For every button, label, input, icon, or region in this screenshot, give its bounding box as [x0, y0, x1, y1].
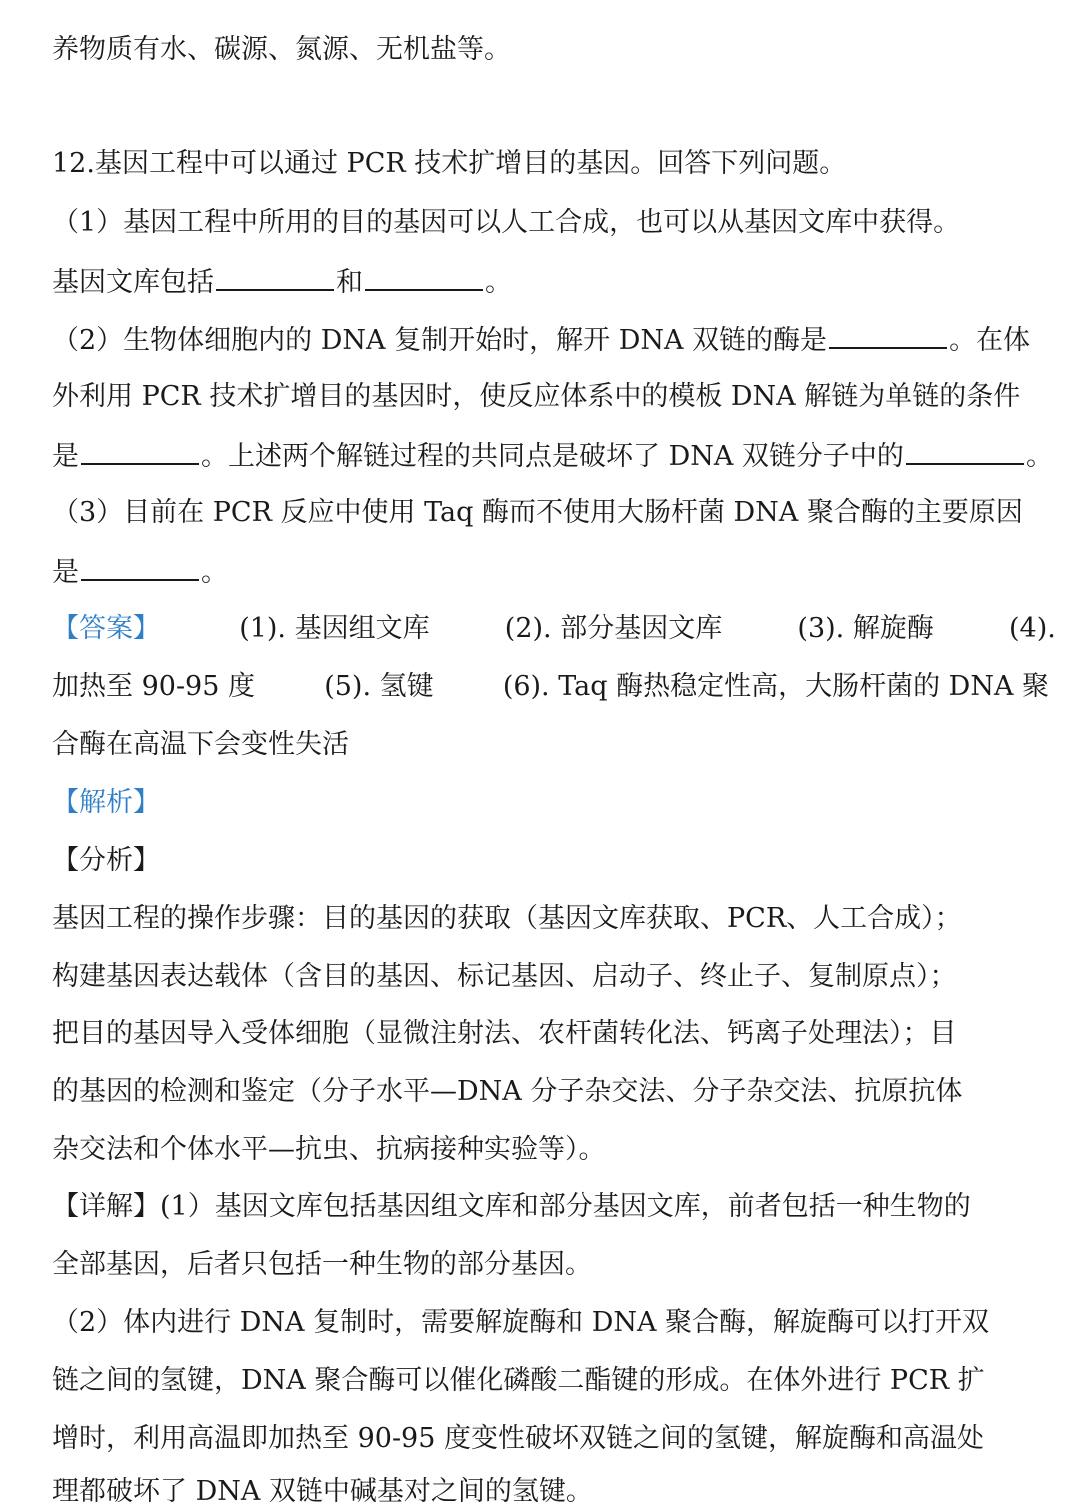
- text: 基因文库包括: [52, 267, 214, 298]
- question-part-2-cont: [52, 437, 1053, 475]
- text: 是: [52, 557, 79, 588]
- question-part-1: （1）基因工程中所用的目的基因可以人工合成，也可以从基因文库中获得。: [52, 207, 961, 238]
- detail-line: 增时，利用高温即加热至 90-95 度变性破坏双链之间的氢键，解旋酶和高温处: [52, 1423, 984, 1454]
- answer-row: [52, 611, 1056, 647]
- text: 。上述两个解链过程的共同点是破坏了 DNA 双链分子中的: [201, 441, 904, 472]
- answer-blank: [216, 263, 334, 291]
- text: 。: [485, 267, 512, 298]
- detail-line: 全部基因，后者只包括一种生物的部分基因。: [52, 1249, 592, 1280]
- text: （2）生物体细胞内的 DNA 复制开始时，解开 DNA 双链的酶是: [52, 325, 828, 356]
- question-part-2-cont: 外利用 PCR 技术扩增目的基因时，使反应体系中的模板 DNA 解链为单链的条件: [52, 381, 1021, 412]
- detail-line: （2）体内进行 DNA 复制时，需要解旋酶和 DNA 聚合酶，解旋酶可以打开双: [52, 1307, 990, 1338]
- text: 。在体: [949, 325, 1031, 356]
- detail-line: 理都破坏了 DNA 双链中碱基对之间的氢键。: [52, 1476, 593, 1507]
- answer-blank: [906, 437, 1024, 465]
- answer-item: (4).: [1009, 613, 1056, 644]
- answer-blank: [81, 437, 199, 465]
- text: 和: [336, 267, 363, 298]
- detail-line: 【详解】(1）基因文库包括基因组文库和部分基因文库，前者包括一种生物的: [52, 1191, 971, 1222]
- answer-item: (1). 基因组文库: [239, 613, 430, 644]
- text: 。: [1025, 441, 1053, 472]
- answer-item: (2). 部分基因文库: [504, 613, 723, 644]
- question-part-2: [52, 321, 1030, 359]
- analysis-line: 基因工程的操作步骤：目的基因的获取（基因文库获取、PCR、人工合成）；: [52, 903, 962, 934]
- analysis-line: 杂交法和个体水平—抗虫、抗病接种实验等）。: [52, 1134, 606, 1165]
- answer-blank: [829, 321, 947, 349]
- analysis-line: 的基因的检测和鉴定（分子水平—DNA 分子杂交法、分子杂交法、抗原抗体: [52, 1076, 963, 1107]
- answer-item: (6). Taq 酶热稳定性高，大肠杆菌的 DNA 聚: [502, 671, 1050, 702]
- answer-blank: [81, 553, 199, 581]
- answer-row: 合酶在高温下会变性失活: [52, 729, 349, 760]
- analysis-line: 把目的基因导入受体细胞（显微注射法、农杆菌转化法、钙离子处理法）；目: [52, 1018, 957, 1049]
- analysis-subtag: 【分析】: [52, 845, 160, 876]
- question-part-1-cont: [52, 263, 1030, 301]
- answer-row: [52, 669, 1050, 705]
- text: 是: [52, 441, 79, 472]
- analysis-tag: 【解析】: [52, 787, 160, 818]
- answer-item: (5). 氢键: [324, 671, 434, 702]
- answer-item: 加热至 90-95 度: [52, 671, 256, 702]
- answer-tag: 【答案】: [52, 613, 160, 644]
- detail-line: 链之间的氢键，DNA 聚合酶可以催化磷酸二酯键的形成。在体外进行 PCR 扩: [52, 1365, 985, 1396]
- question-part-3: （3）目前在 PCR 反应中使用 Taq 酶而不使用大肠杆菌 DNA 聚合酶的主要原因: [52, 497, 1023, 528]
- text: 。: [201, 557, 228, 588]
- answer-blank: [365, 263, 483, 291]
- question-part-3-cont: [52, 553, 1030, 591]
- text-line: 养物质有水、碳源、氮源、无机盐等。: [52, 34, 511, 65]
- question-stem: 12.基因工程中可以通过 PCR 技术扩增目的基因。回答下列问题。: [52, 148, 847, 179]
- answer-item: (3). 解旋酶: [797, 613, 934, 644]
- analysis-line: 构建基因表达载体（含目的基因、标记基因、启动子、终止子、复制原点）；: [52, 961, 957, 992]
